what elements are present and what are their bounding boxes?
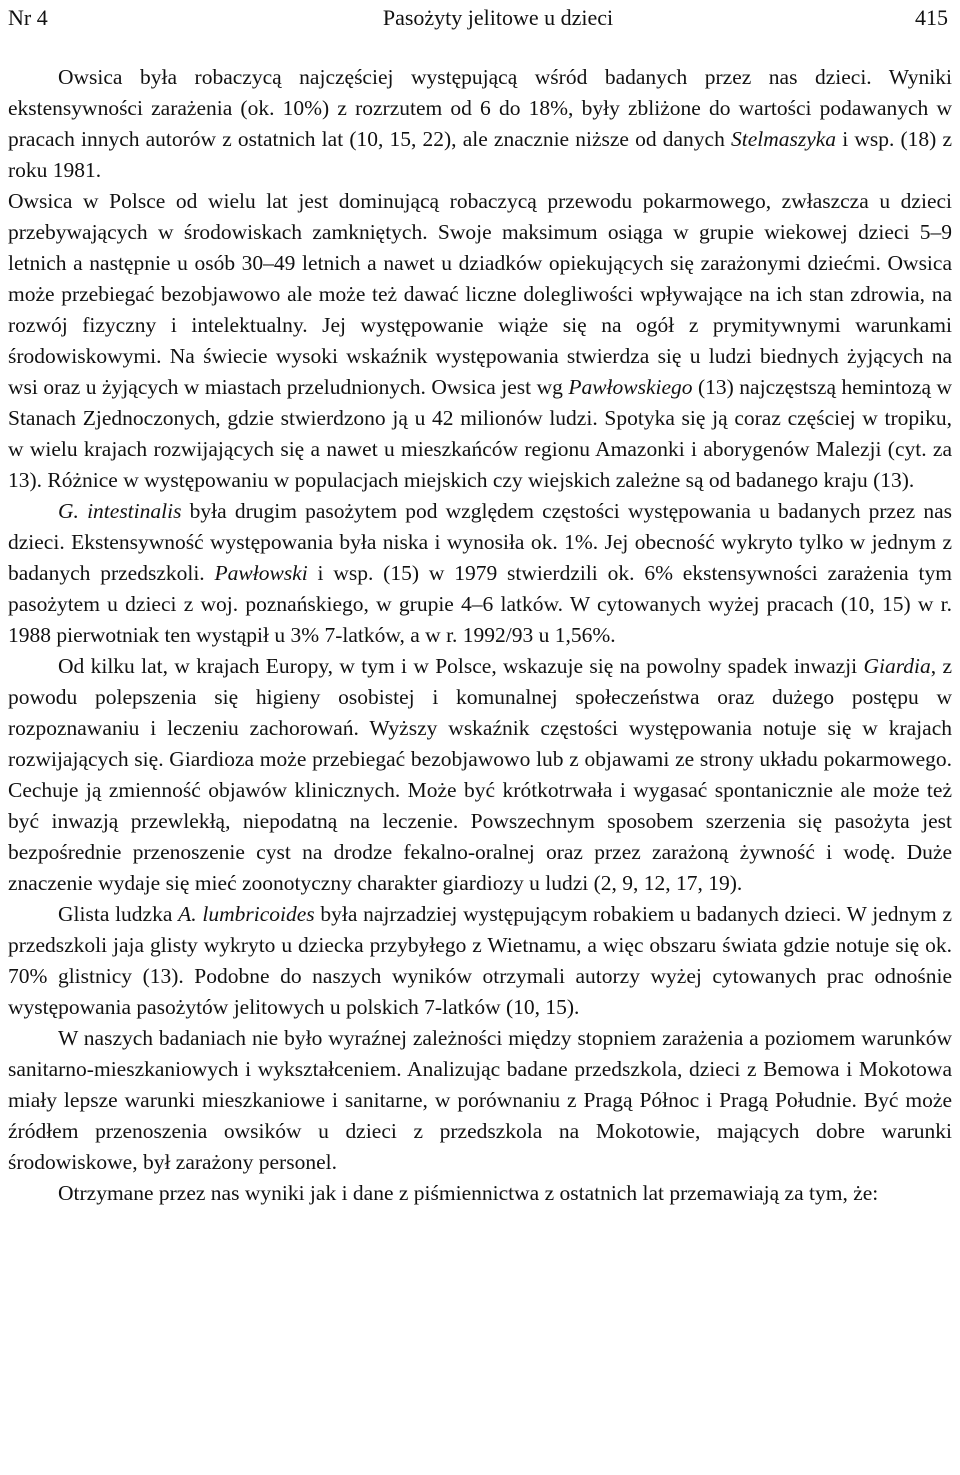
italic-term: A. lumbricoides (178, 902, 315, 926)
running-title: Pasożyty jelitowe u dzieci (382, 5, 614, 30)
running-header (8, 0, 952, 42)
paragraph (8, 651, 952, 899)
paragraph (8, 62, 952, 186)
italic-term: G. intestinalis (58, 499, 182, 523)
italic-term: Pawłowski (214, 561, 308, 585)
text-run: Glista ludzka (58, 902, 179, 926)
paragraph (8, 899, 952, 1023)
article-body (8, 62, 952, 1209)
text-run: i wsp. (15) w 1979 stwierdzili ok. 6% ekstensywności zarażenia tym pasożytem u dzieci z woj. poznańskiego, w grupie 4–6 latków. W cytowanych wyżej pracach (10, 15) w r. 1988 pierwotniak ten wystąpił u 3% 7-latków, a w r. 1992/93 u 1,56%. (8, 561, 953, 647)
journal-issue-number: Nr 4 (8, 5, 48, 30)
text-run: Owsica w Polsce od wielu lat jest dominującą robaczycą przewodu pokarmowego, zwłaszcza u dzieci przebywających w środowiskach zamkniętych. Swoje maksimum osiąga w grupie wiekowej dzieci 5–9 letnich a następnie u osób 30–49 letnich a nawet u dziadków opiekujących się zarażonymi dziećmi. Owsica może przebiegać bezobjawowo ale może też dawać liczne dolegliwości wpływające na ich stan zdrowia, na rozwój fizyczny i intelektualny. Jej występowanie wiąże się na ogół z prymitywnymi warunkami środowiskowymi. Na świecie wysoki wskaźnik występowania stwierdza się u ludzi biednych żyjących na wsi oraz u żyjących w miastach przeludnionych. Owsica jest wg (8, 189, 952, 399)
italic-term: Giardia (863, 654, 931, 678)
italic-term: Stelmaszyka (730, 127, 837, 151)
text-run: była najrzadziej występującym robakiem u badanych dzieci. W jednym z przedszkoli jaja glisty wykryto u dziecka przybyłego z Wietnamu, a więc obszaru świata gdzie notuje się ok. 70% glistnicy (13). Podobne do naszych wyników otrzymali autorzy wyżej cytowanych prac odnośnie występowania pasożytów jelitowych u polskich 7-latków (10, 15). (8, 902, 952, 1019)
journal-page (8, 0, 952, 1209)
paragraph (8, 496, 952, 651)
italic-term: Pawłowskiego (568, 375, 693, 399)
paragraph (8, 186, 952, 496)
text-run: W naszych badaniach nie było wyraźnej zależności między stopniem zarażenia a poziomem warunków sanitarno-mieszkaniowych i wykształceniem. Analizując badane przedszkola, dzieci z Bemowa i Mokotowa miały lepsze warunki mieszkaniowe i sanitarne, w porównaniu z Pragą Północ i Pragą Południe. Być może źródłem przenoszenia owsików u dzieci z przedszkola na Mokotowie, mających dobre warunki środowiskowe, był zarażony personel. (8, 1026, 952, 1174)
text-run: , z powodu polepszenia się higieny osobistej i komunalnej społeczeństwa oraz dużego postępu w rozpoznawaniu i leczeniu zachorowań. Wyższy wskaźnik częstości występowania notuje się w krajach rozwijających się. Giardioza może przebiegać bezobjawowo lub z objawami ze strony układu pokarmowego. Cechuje ją zmienność objawów klinicznych. Może być krótkotrwała i wygasać spontanicznie ale może też być inwazją przewlekłą, niepodatną na leczenie. Powszechnym sposobem szerzenia się pasożyta jest bezpośrednie przenoszenie cyst na drodze fekalno-oralnej oraz przez zarażoną żywność i wodę. Duże znaczenie wydaje się mieć zoonotyczny charakter giardiozy u ludzi (2, 9, 12, 17, 19). (8, 654, 952, 895)
text-run: (13) najczęstszą hemintozą w Stanach Zjednoczonych, gdzie stwierdzono ją u 42 milionów ludzi. Spotyka się ją coraz częściej w tropiku, w wielu krajach rozwijających się a nawet u mieszkańców regionu Amazonki i aborygenów Malezji (cyt. za 13). Różnice w występowaniu w populacjach miejskich czy wiejskich zależne są od badanego kraju (13). (8, 375, 952, 492)
page-number: 415 (915, 5, 948, 30)
text-run: Otrzymane przez nas wyniki jak i dane z piśmiennictwa z ostatnich lat przemawiają za tym, że: (58, 1181, 879, 1205)
text-run: i wsp. (18) z roku 1981. (8, 127, 952, 182)
paragraph (8, 1178, 952, 1209)
text-run: Od kilku lat, w krajach Europy, w tym i w Polsce, wskazuje się na powolny spadek inwazji (58, 654, 864, 678)
paragraph (8, 1023, 952, 1178)
text-run: była drugim pasożytem pod względem częstości występowania u badanych przez nas dzieci. Ekstensywność występowania była niska i wynosiła ok. 1%. Jej obecność wykryto tylko w jednym z badanych przedszkoli. (8, 499, 952, 585)
text-run: Owsica była robaczycą najczęściej występującą wśród badanych przez nas dzieci. Wyniki ekstensywności zarażenia (ok. 10%) z rozrzutem od 6 do 18%, były zbliżone do wartości podawanych w pracach innych autorów z ostatnich lat (10, 15, 22), ale znacznie niższe od danych (8, 65, 952, 151)
